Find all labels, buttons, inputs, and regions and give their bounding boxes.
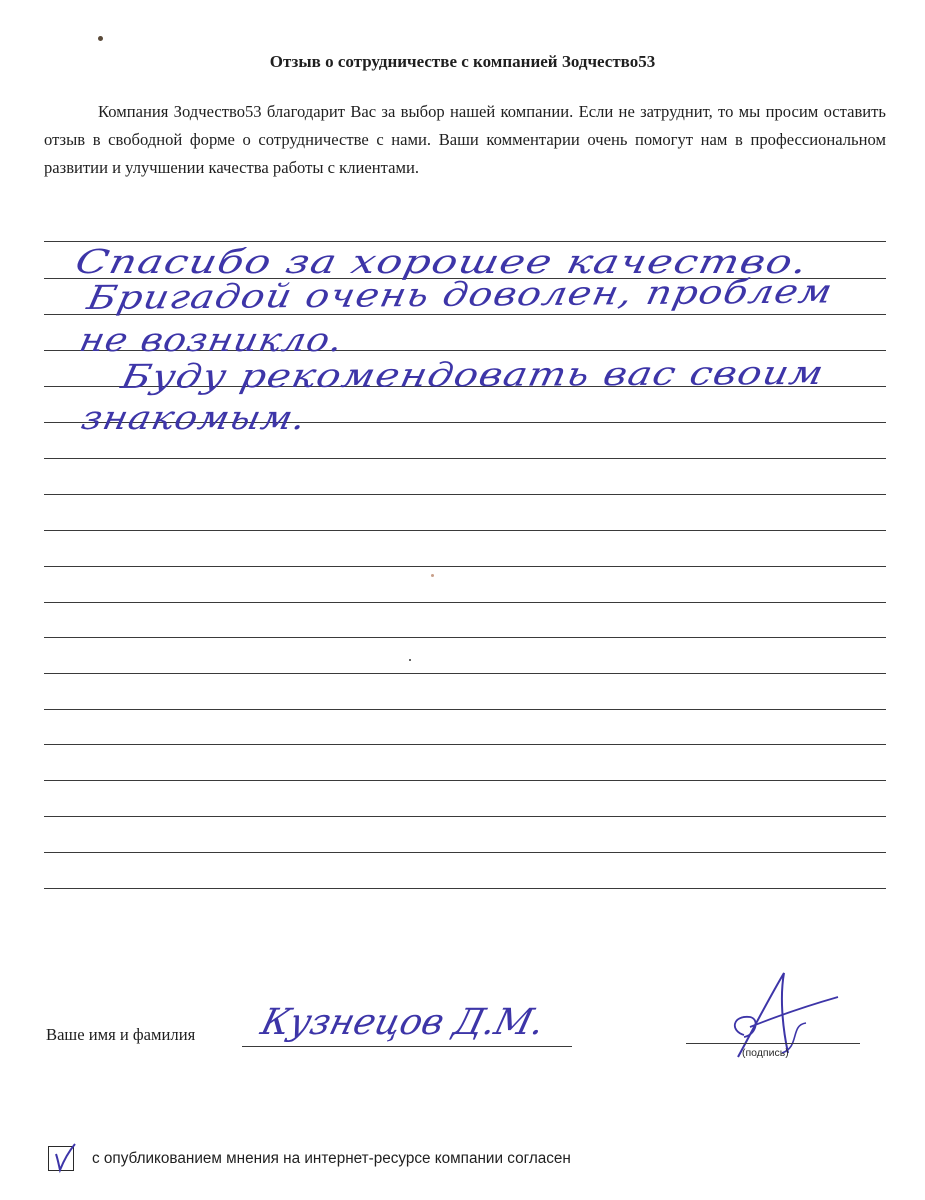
form-intro-text: Компания Зодчество53 благодарит Вас за выбор нашей компании. Если не затруднит, то мы просим оставить отзыв в свободной форме о сотрудничестве с нами. Ваши комментарии очень помогут нам в профессиональном развитии и улучшении качества работы с клиентами.: [44, 102, 886, 177]
form-title: Отзыв о сотрудничестве с компанией Зодчество53: [269, 52, 656, 71]
ruled-line: [44, 566, 886, 567]
signature-line: [686, 1043, 860, 1044]
ruled-line: [44, 780, 886, 781]
ruled-line: [44, 458, 886, 459]
ruled-line: [44, 673, 886, 674]
paper-speck: [431, 574, 434, 577]
consent-label: с опубликованием мнения на интернет-ресурсе компании согласен: [92, 1150, 571, 1167]
paper-speck: [98, 36, 103, 41]
handwritten-signature: [720, 965, 850, 1060]
ruled-line: [44, 816, 886, 817]
ruled-line: [44, 744, 886, 745]
ruled-line: [44, 494, 886, 495]
handwritten-review-line: Буду рекомендовать вас своим: [118, 352, 828, 396]
handwritten-review-line: знакомым.: [78, 398, 311, 437]
name-field-line: [242, 1046, 572, 1047]
handwritten-review-line: не возникло.: [76, 320, 348, 359]
ruled-line: [44, 602, 886, 603]
ruled-line: [44, 709, 886, 710]
handwritten-review-line: Бригадой очень доволен, проблем: [84, 271, 837, 317]
ruled-line: [44, 530, 886, 531]
handwritten-name: Кузнецов Д.М.: [256, 1002, 549, 1043]
checkmark-icon: [48, 1140, 82, 1176]
ruled-line: [44, 888, 886, 889]
signature-caption: (подпись): [742, 1047, 789, 1059]
name-field-label: Ваше имя и фамилия: [46, 1025, 196, 1044]
paper-speck: [409, 659, 411, 661]
handwritten-review-line: Спасибо за хорошее качество.: [72, 242, 812, 281]
ruled-line: [44, 637, 886, 638]
ruled-line: [44, 852, 886, 853]
